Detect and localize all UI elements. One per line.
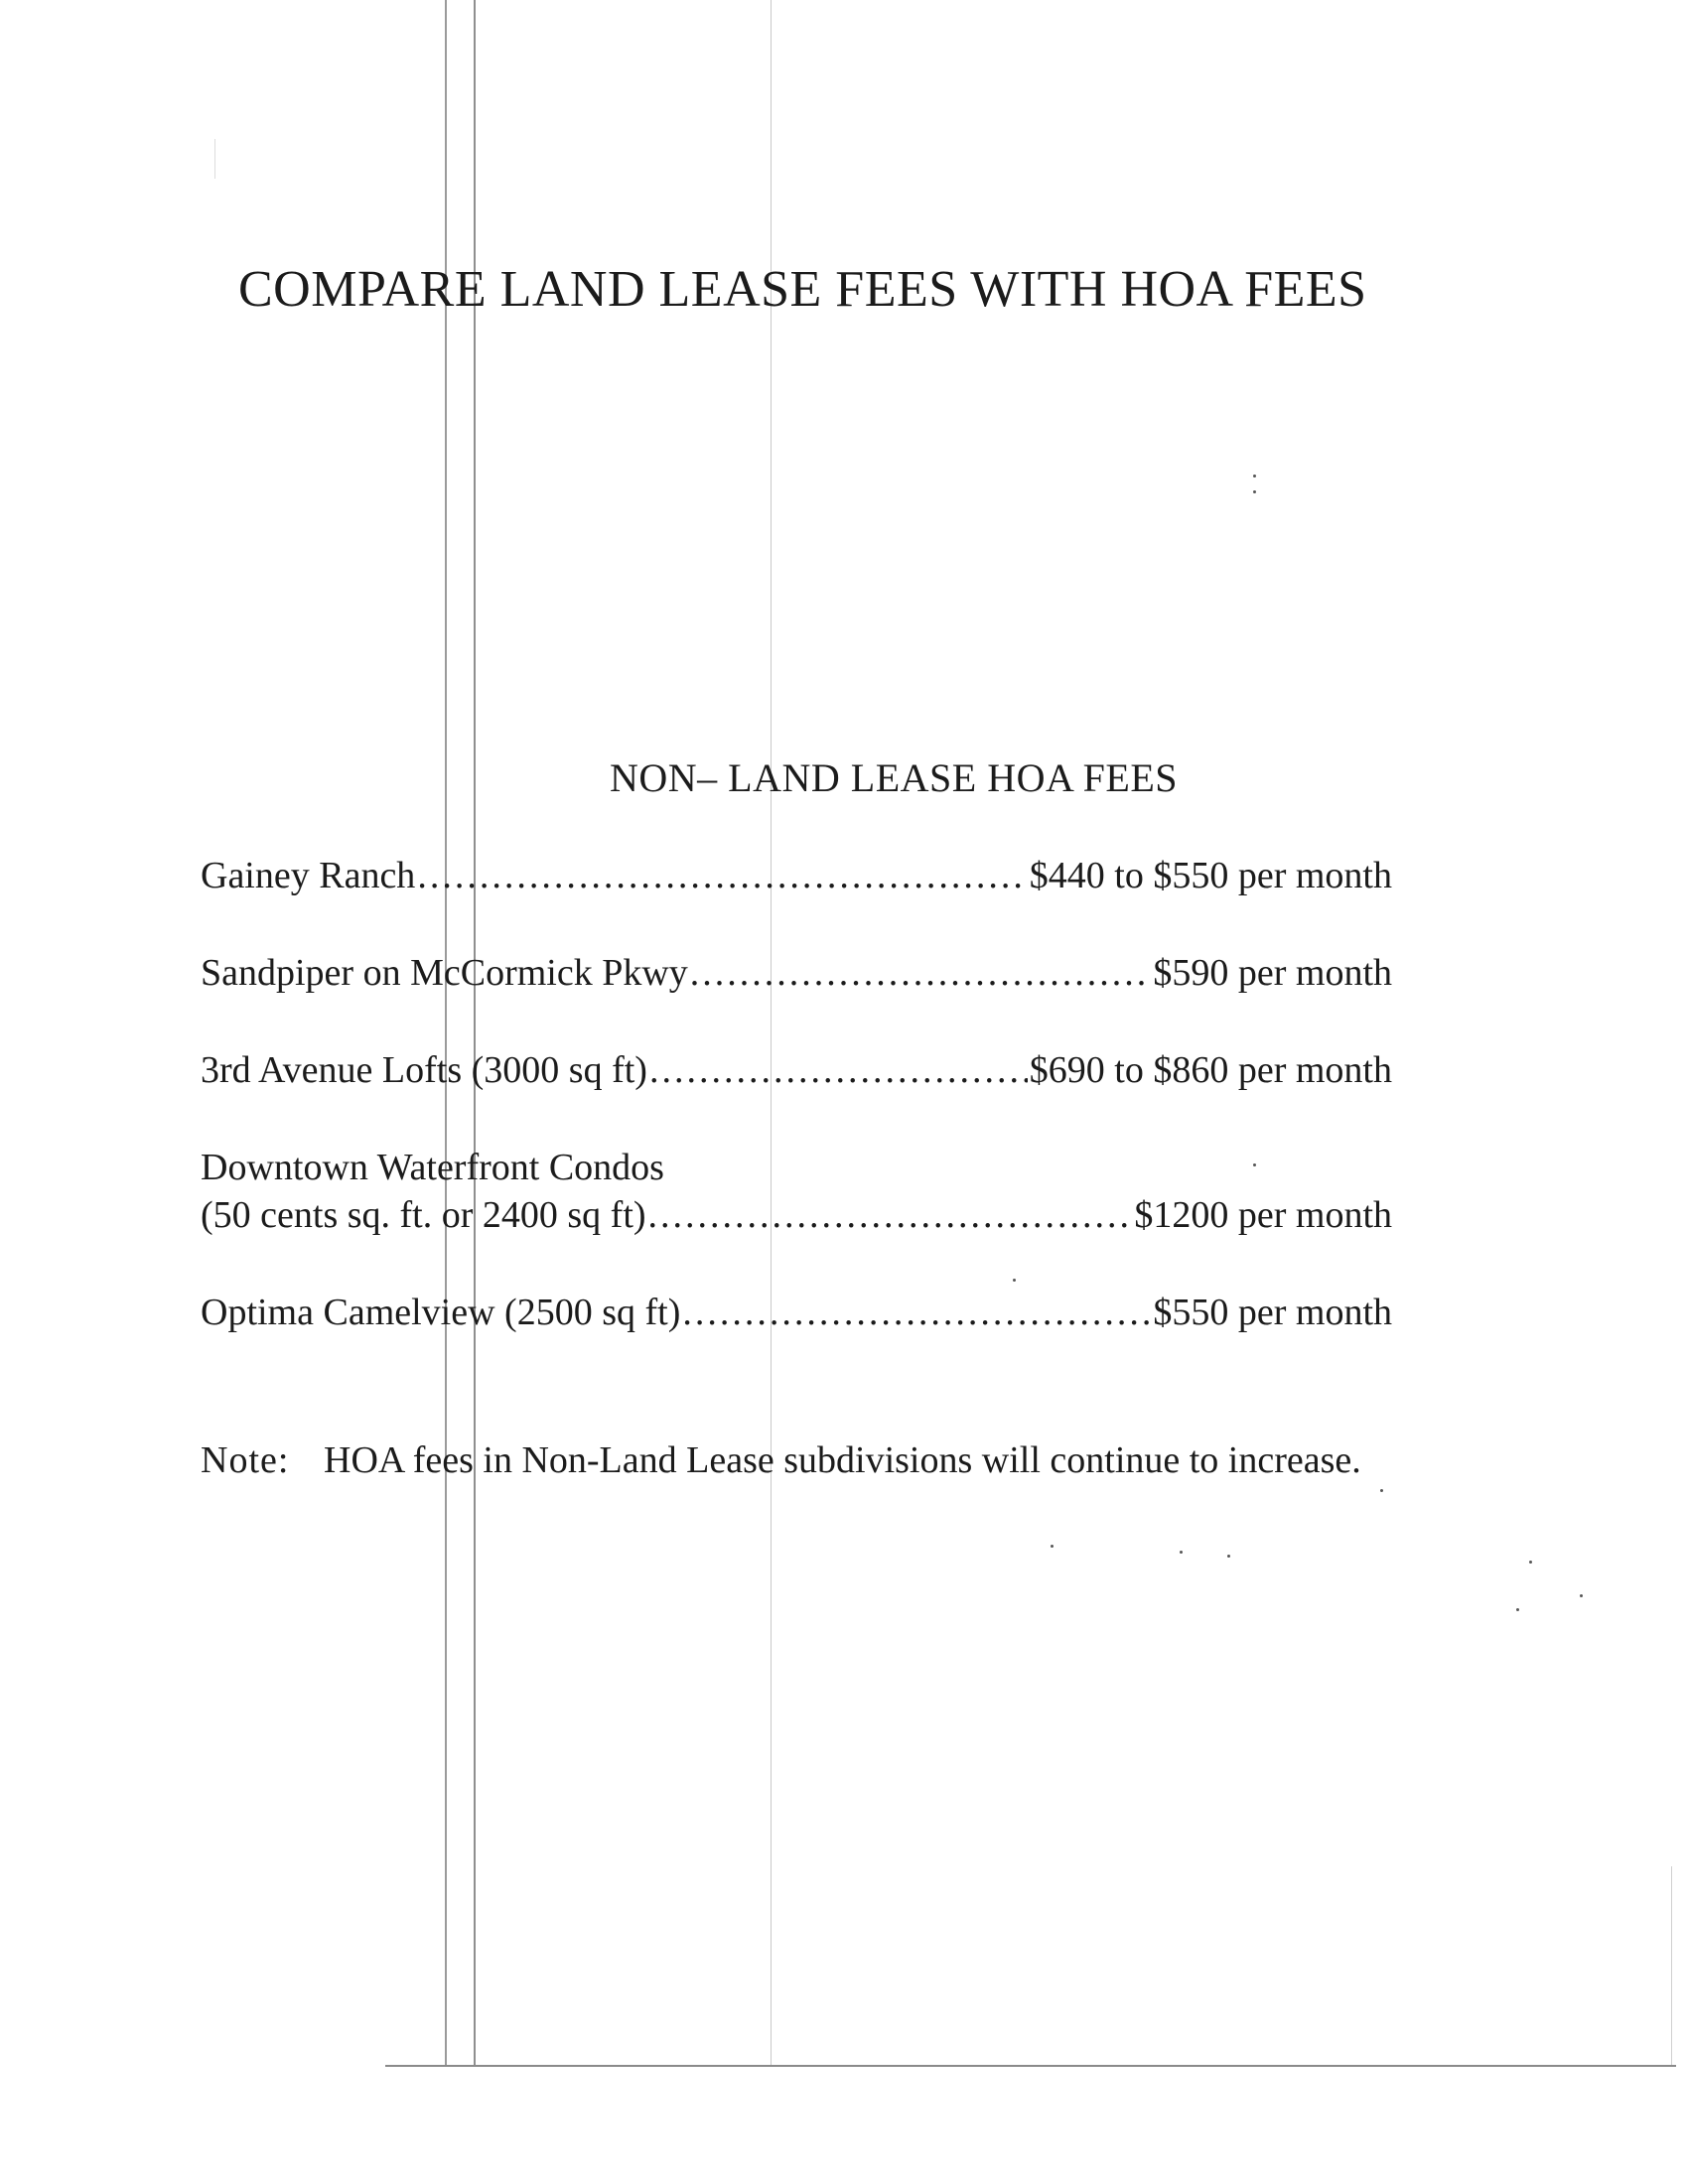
scan-artifact-line [385, 2065, 1676, 2067]
scan-artifact-line [1671, 1866, 1672, 2065]
fee-row-optima-camelview [201, 1289, 1392, 1336]
fee-name: (50 cents sq. ft. or 2400 sq ft) [201, 1194, 646, 1236]
scan-artifact-line [214, 139, 215, 179]
note [201, 1437, 1372, 1483]
fee-name: Gainey Ranch [201, 855, 416, 896]
scan-speck [1253, 490, 1256, 493]
fee-price: $690 to $860 per month [1029, 1049, 1392, 1091]
scan-speck [1253, 475, 1256, 478]
fee-name-line1: Downtown Waterfront Condos [201, 1147, 664, 1188]
leader-dots [648, 1191, 1133, 1239]
scan-speck [1227, 1555, 1230, 1558]
scan-speck [1380, 1489, 1383, 1492]
scan-speck [1529, 1561, 1532, 1564]
page-title: COMPARE LAND LEASE FEES WITH HOA FEES [238, 261, 1367, 318]
scan-speck [1580, 1594, 1583, 1597]
note-text: HOA fees in Non-Land Lease subdivisions will continue to increase. [324, 1439, 1361, 1481]
fee-price: $550 per month [1153, 1292, 1392, 1333]
fee-row-downtown-waterfront [201, 1144, 1392, 1239]
fee-row-3rd-avenue-lofts [201, 1046, 1392, 1094]
fee-name: 3rd Avenue Lofts (3000 sq ft) [201, 1049, 647, 1091]
note-label: Note: [201, 1439, 290, 1481]
fee-price: $440 to $550 per month [1029, 855, 1392, 896]
fee-list [201, 852, 1392, 1386]
scan-speck [1180, 1551, 1183, 1554]
fee-row-gainey-ranch [201, 852, 1392, 899]
section-heading: NON– LAND LEASE HOA FEES [610, 755, 1178, 800]
scan-speck [1051, 1545, 1054, 1548]
scan-speck [1516, 1608, 1519, 1611]
leader-dots [690, 949, 1152, 997]
fee-price: $590 per month [1153, 952, 1392, 994]
leader-dots [649, 1046, 1028, 1094]
fee-name: Sandpiper on McCormick Pkwy [201, 952, 688, 994]
fee-name: Optima Camelview (2500 sq ft) [201, 1292, 681, 1333]
leader-dots [682, 1289, 1151, 1336]
leader-dots [417, 852, 1027, 899]
fee-price: $1200 per month [1134, 1194, 1392, 1236]
fee-row-sandpiper [201, 949, 1392, 997]
